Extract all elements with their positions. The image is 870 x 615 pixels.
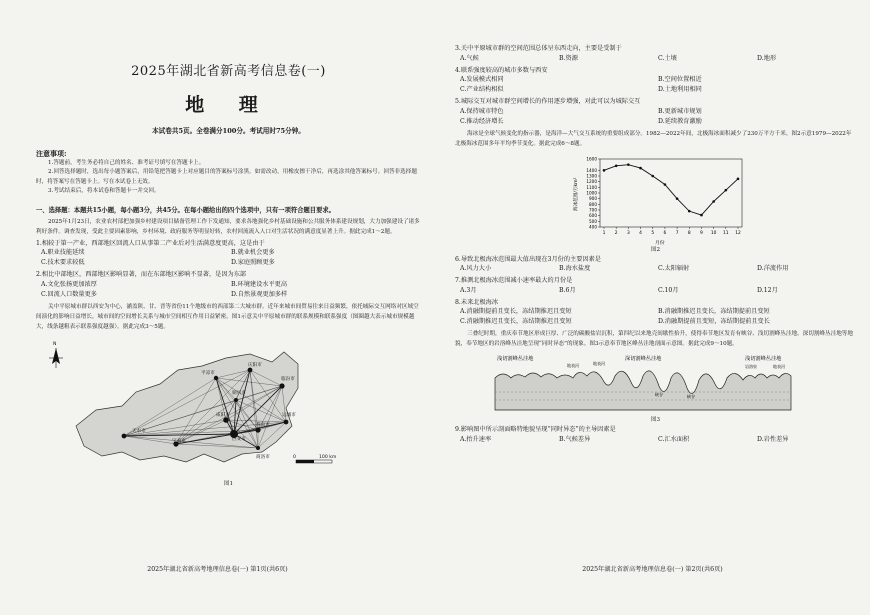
option: A.风力大小 <box>460 265 492 272</box>
x-axis-label: 月份 <box>655 240 665 245</box>
option: D.岩性差异 <box>757 435 789 443</box>
north-arrow-icon <box>49 348 63 368</box>
series-line <box>604 164 738 214</box>
figure-1-caption: 图1 <box>223 480 234 487</box>
sea-ice-chart <box>570 153 750 245</box>
city-label-yuncheng: 运城市 <box>282 412 296 418</box>
city-label-qingyang: 庆阳市 <box>248 362 262 368</box>
city-node <box>284 419 289 424</box>
data-point <box>737 177 740 180</box>
option: C.10月 <box>658 286 679 294</box>
data-point <box>688 209 691 212</box>
question-3-options <box>455 54 856 64</box>
option: D.自然景观更加多样 <box>231 290 288 298</box>
data-point <box>664 183 667 186</box>
option: C.汇水面积 <box>658 435 690 443</box>
x-tick-label: 4 <box>639 230 642 236</box>
exam-title: 2025年湖北省新高考信息卷(一) <box>131 64 326 79</box>
x-tick-label: 11 <box>723 230 729 236</box>
notes-title: 注意事项: <box>36 149 67 158</box>
karst-profile-figure <box>455 352 856 415</box>
question-4-options <box>455 75 856 95</box>
right-page-footer: 2025年湖北省新高考地理信息卷(一) 第2页(共6页) <box>582 566 723 573</box>
data-point <box>676 197 679 200</box>
passage-2: 关中平原城市群以西安为中心，涵盖陕、甘、晋等省份11个地级市的西部第二大城市群。近年来城市间贸易往来日益频繁，依托城际交互网络对区域空间演化的影响日益增长，城市间的空间增长关系与城市空间相互作用日益紧密。图1示意关中平原城市群的联系规模和联系强度（图圈越大表示城市规模越大，线条越粗表示联系强度越强）。据此完成3～5题。 <box>36 303 419 330</box>
city-label-shangluo: 商洛市 <box>256 454 270 460</box>
option: B.空间位置相近 <box>658 76 702 83</box>
y-tick-label: 1600 <box>586 156 597 161</box>
option: D.洋流作用 <box>757 265 789 272</box>
option: D.家庭照顾更多 <box>231 259 275 267</box>
map-svg <box>36 336 421 479</box>
x-tick-label: 10 <box>710 230 717 236</box>
right-page <box>435 0 870 615</box>
x-tick-label: 3 <box>626 230 630 236</box>
city-label-linfen: 临汾市 <box>281 376 295 382</box>
y-tick-label: 700 <box>589 207 597 212</box>
option: A.3月 <box>460 286 477 294</box>
section-one-heading: 一、选择题：本题共15小题，每小题3分，共45分。在每小题给出的四个选项中，只有一项符合题目要求。 <box>36 206 335 214</box>
question-2-options <box>36 280 421 300</box>
y-tick-label: 1100 <box>586 184 597 190</box>
profile-small-label: 地表河 <box>567 363 579 368</box>
y-tick-label: 600 <box>589 212 597 218</box>
option: C.技术要求较低 <box>41 259 85 267</box>
question-3: 3.关中平原城市群的空间范围总体呈东西走向，主要是受制于 <box>455 45 622 52</box>
data-point <box>639 166 642 169</box>
city-node <box>255 427 260 432</box>
city-node <box>234 398 238 402</box>
option: B.环境建设水平更高 <box>231 280 288 288</box>
question-9-options <box>455 435 856 445</box>
figure-2-caption: 图2 <box>650 246 661 253</box>
x-tick-label: 7 <box>675 230 679 236</box>
data-point <box>712 200 715 203</box>
option: D.12月 <box>757 286 778 294</box>
option: A.发展模式相同 <box>460 76 504 83</box>
city-network-map <box>36 336 421 479</box>
option: B.消融期推迟且变长，冻结期提前且变短 <box>658 308 770 315</box>
y-tick-label: 900 <box>589 195 597 201</box>
note-item: 2.回答选择题时，选出每小题答案后，用铅笔把答题卡上对应题目的答案标号涂黑。如需改动，用橡皮擦干净后，再选涂其他答案标号。回答非选择题时，将答案写在答题卡上。写在本试卷上无效。 <box>36 169 417 185</box>
question-5-options <box>455 107 856 127</box>
city-label-pingliang: 平凉市 <box>201 370 215 376</box>
note-item: 1.答题前，考生务必将自己的姓名、准考证号填写在答题卡上。 <box>48 160 205 166</box>
x-tick-label: 2 <box>614 230 618 236</box>
exam-info: 本试卷共5页。全卷满分100分。考试用时75分钟。 <box>152 127 305 135</box>
option: B.海水盐度 <box>559 265 591 272</box>
city-node <box>122 433 127 438</box>
north-label: N <box>53 341 57 347</box>
city-node <box>214 375 218 379</box>
city-node <box>248 367 253 372</box>
profile-small-label: 峡谷 <box>655 392 663 397</box>
option: B.更新城市规划 <box>658 107 702 115</box>
y-axis-label: 海冰范围/万km² <box>574 177 579 211</box>
option: B.资源 <box>559 54 578 62</box>
question-8-options <box>455 307 856 327</box>
data-point <box>725 188 728 191</box>
data-point <box>627 163 630 166</box>
city-label-weinan: 渭南市 <box>256 422 270 428</box>
y-tick-label: 500 <box>589 218 597 224</box>
scale-zero: 0 <box>293 454 296 460</box>
x-tick-label: 5 <box>651 230 655 236</box>
city-label-xian: 西安市 <box>232 436 246 442</box>
x-tick-label: 12 <box>735 230 741 236</box>
option: A.职业技能延续 <box>41 249 85 257</box>
question-6: 6.导致北极海冰范围最大值出现在3月份的主要因素是 <box>455 255 601 263</box>
note-item: 3.考试结束后，将本试卷和答题卡一并交回。 <box>48 188 160 195</box>
data-point <box>700 213 703 216</box>
option: B.6月 <box>559 286 576 294</box>
data-point <box>615 164 618 167</box>
profile-small-label: 峡谷 <box>687 394 695 399</box>
scale-bar <box>296 460 332 463</box>
passage-4: 三叠纪时期，重庆奉节地区形成巨厚、广泛的碳酸盐岩沉积，第四纪以来地壳间歇性抬升，使得奉节地区发育有峡谷、浅切割峰丛洼地、深切割峰丛洼地等地貌，奉节地区的岩溶峰丛洼地呈现“同时异态”的现象。图3示意奉节地区峰丛洼地剖面示意图。据此完成9～10题。 <box>455 331 853 347</box>
option: C.回流人口数量更多 <box>41 290 97 298</box>
question-7: 7.推测北极海冰范围减小速率最大的月份是 <box>455 277 573 284</box>
question-1: 1.相较于第一产业，西部地区回流人口从事第二产业后对生活满意度更高，这是由于 <box>36 239 265 247</box>
question-2: 2.相比中部地区，西部地区影响显著，而在东部地区影响不显著，是因为东部 <box>36 271 247 279</box>
y-tick-label: 800 <box>589 201 597 207</box>
profile-label-shallow-2: 浅切割峰丛洼地 <box>745 356 782 362</box>
figure-3-caption: 图3 <box>650 417 661 423</box>
question-4: 4.联系强度较高的城市多数与西安 <box>455 66 548 74</box>
subject-title: 地 理 <box>185 94 272 116</box>
y-tick-label: 1200 <box>586 178 597 184</box>
option: B.气候差异 <box>559 435 591 443</box>
city-label-xianyang: 咸阳市 <box>216 412 230 418</box>
data-point <box>603 169 606 172</box>
x-tick-label: 8 <box>687 230 691 236</box>
city-node <box>223 417 229 423</box>
data-point <box>651 174 654 177</box>
option: C.太阳辐射 <box>658 265 690 272</box>
option: A.保持城市特色 <box>460 107 504 115</box>
city-label-tongchuan: 铜川市 <box>232 390 246 396</box>
option: A.消融期提前且变长，冻结期推迟且变短 <box>460 308 572 315</box>
option: D.延续教育激励 <box>658 117 702 125</box>
city-label-tianshui: 天水市 <box>132 428 146 434</box>
option: A.气候 <box>460 54 479 62</box>
y-tick-label: 1300 <box>586 173 597 178</box>
x-tick-label: 9 <box>700 230 703 236</box>
region-outline <box>76 352 298 462</box>
option: D.消融期提前且变短，冻结期提前且变长 <box>658 318 770 325</box>
profile-small-label: 地表河 <box>593 361 605 366</box>
passage-3: 海冰是全球气候变化的指示器，是海洋—大气交互系统的重要组成部分。1982—2022年间，北极海冰面积减少了230万平方千米。图2示意1979—2022年北极海冰范围多年平均季节变化。据此完成6～8题。 <box>455 130 852 147</box>
city-node <box>256 446 260 450</box>
question-8: 8.未来北极海冰 <box>455 298 499 306</box>
profile-svg <box>455 352 855 415</box>
chart-plot-frame <box>600 159 742 227</box>
profile-small-label: 地表河 <box>773 364 785 369</box>
profile-label-deep: 深切割峰丛洼地 <box>625 356 662 362</box>
x-tick-label: 1 <box>602 230 606 236</box>
city-label-baoji: 宝鸡市 <box>172 438 186 444</box>
question-6-options <box>455 264 856 274</box>
y-tick-label: 400 <box>589 224 597 229</box>
option: D.地形 <box>757 54 777 62</box>
option: A.抬升速率 <box>460 435 492 443</box>
city-node <box>279 383 284 388</box>
y-tick-label: 1000 <box>586 190 597 195</box>
option: C.消融期推迟且变长，冻结期推迟且变短 <box>460 318 572 325</box>
option: D.土地利用相同 <box>658 86 702 93</box>
chart-svg <box>570 153 750 245</box>
question-7-options <box>455 286 856 296</box>
option: A.文化张扬更加浓厚 <box>41 280 97 288</box>
option: C.推动经济增长 <box>460 117 504 125</box>
option: B.就业机会更多 <box>231 249 275 257</box>
x-tick-label: 6 <box>663 230 667 236</box>
scale-label: 100 km <box>319 454 337 460</box>
profile-terrain <box>495 371 791 410</box>
profile-small-label: 岩溶泉 <box>745 364 757 369</box>
option: C.产业结构相似 <box>460 86 504 93</box>
left-page-footer: 2025年湖北省新高考地理信息卷(一) 第1页(共6页) <box>147 566 288 573</box>
y-tick-label: 1400 <box>586 167 597 173</box>
profile-label-shallow-1: 浅切割峰丛洼地 <box>497 356 534 362</box>
option: C.土壤 <box>658 54 677 62</box>
passage-1: 2025年1月23日，农业农村部把加强乡村建设项目储备管理工作下发通知，要求各地强化乡村基础设施和公共服务体系建设规划，大力加强建设了诸多利好条件。调查发现，受此主要因素影响，乡村环境、政府服务等明显好转，农村回流流入人口对生活状况的满意度显著上升。据此完成1～2题。 <box>36 218 420 235</box>
question-9: 9.影响图中所示剖面略特地貌呈现“同时异态”的主导因素是 <box>455 426 616 433</box>
question-5: 5.城际交互对城市群空间增长的作用逐步增强，对此可以为城际交互 <box>455 98 641 105</box>
question-1-options <box>36 248 421 268</box>
